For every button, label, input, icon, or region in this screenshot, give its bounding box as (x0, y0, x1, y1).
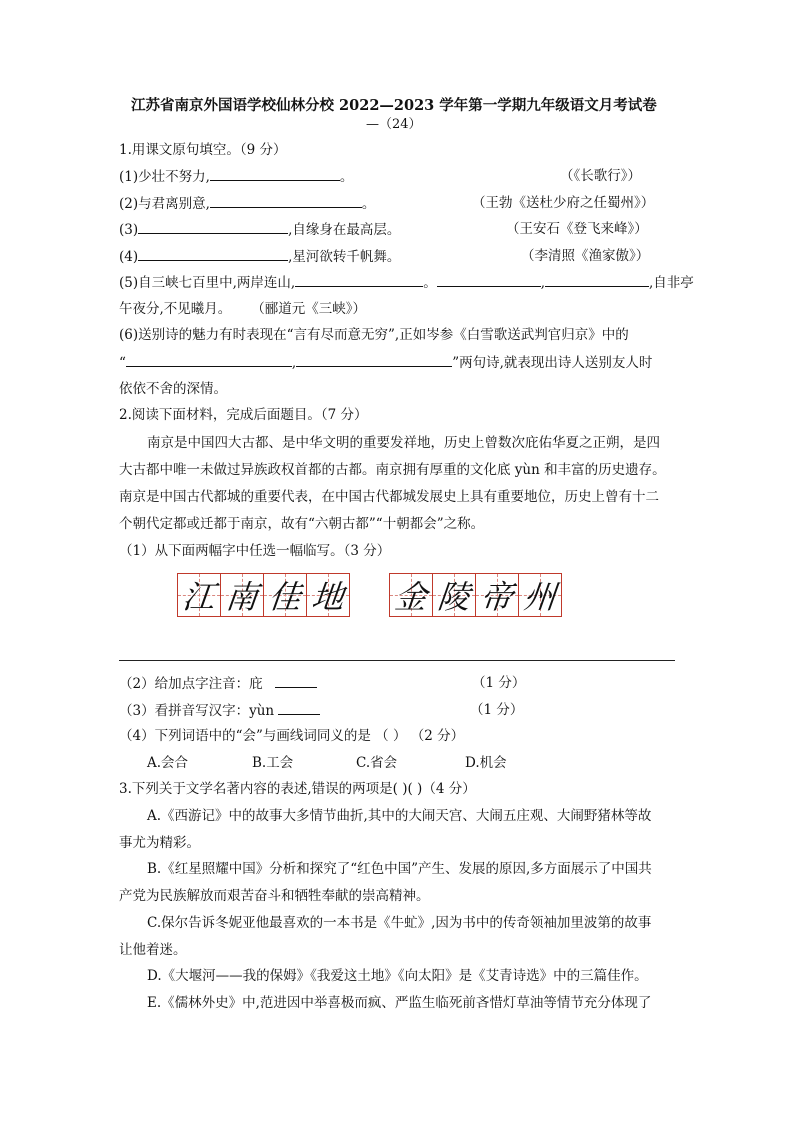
q2-sub2-score: （1 分） (472, 675, 526, 691)
q2-sub3-text: （3）看拼音写汉字：yùn (119, 703, 275, 719)
q1-item-4 (119, 246, 400, 267)
q3-line: A.《西游记》中的故事大多情节曲折,其中的大闹天宫、大闹五庄观、大闹野猪林等故 (147, 808, 652, 824)
answer-blank[interactable] (437, 272, 541, 287)
q2-paragraph-line: 南京是中国古代都城的重要代表，在中国古代都城发展史上具有重要地位，历史上曾有十二 (119, 489, 659, 505)
q1-item-1-pre: (1)少壮不努力, (119, 169, 210, 185)
calligraphy-char: 陵 (435, 578, 472, 616)
calligraphy-char: 南 (223, 578, 260, 616)
calligraphy-cell (432, 573, 476, 617)
answer-blank[interactable] (138, 219, 288, 234)
q1-item-1 (119, 166, 353, 187)
calligraphy-left (177, 573, 349, 617)
q1-item-6-line-3: 依依不舍的深情。 (119, 381, 227, 397)
quote-open: “ (119, 355, 126, 371)
q2-sub1: （1）从下面两幅字中任选一幅临写。（3 分） (119, 543, 391, 559)
calligraphy-cell (306, 573, 350, 617)
q1-item-5-post: ,自非亭 (649, 275, 694, 291)
q1-item-1-post: 。 (339, 169, 354, 185)
q3-line: 让他着迷。 (119, 942, 187, 958)
q1-item-4-pre: (4) (119, 249, 139, 265)
q1-item-2-source: （王勃《送杜少府之任蜀州》） (472, 195, 655, 211)
q2-option-c: C.省会 (356, 755, 398, 771)
answer-blank[interactable] (126, 352, 292, 367)
calligraphy-cell (263, 573, 307, 617)
answer-blank[interactable] (545, 272, 649, 287)
calligraphy-char: 州 (521, 578, 558, 616)
writing-line[interactable] (119, 660, 675, 661)
q1-item-6-post: ”两句诗,就表现出诗人送别友人时 (452, 355, 653, 371)
q1-item-5-mid1: 。 (423, 275, 437, 291)
q3-line: 事尤为精彩。 (119, 835, 200, 851)
calligraphy-cell (475, 573, 519, 617)
q2-sub3 (119, 700, 320, 721)
q1-heading: 1.用课文原句填空。（9 分） (119, 142, 287, 158)
page-number: —（24） (366, 117, 422, 132)
q2-heading: 2.阅读下面材料，完成后面题目。（7 分） (119, 407, 368, 423)
answer-blank[interactable] (296, 352, 452, 367)
calligraphy-cell (389, 573, 433, 617)
q3-line: D.《大堰河——我的保姆》《我爱这土地》《向太阳》是《艾青诗选》中的三篇佳作。 (147, 968, 648, 984)
quote-comma: , (291, 355, 297, 371)
q2-option-d: D.机会 (465, 755, 507, 771)
calligraphy-char: 金 (392, 578, 429, 616)
q1-item-4-source: （李清照《渔家傲》） (521, 248, 650, 264)
calligraphy-char: 地 (309, 578, 346, 616)
q1-item-2-pre: (2)与君离别意, (119, 196, 210, 212)
calligraphy-right (389, 573, 561, 617)
q2-sub2 (119, 673, 317, 694)
q1-item-5-line-2-text: 午夜分,不见曦月。 (119, 301, 232, 317)
q1-item-6-line-1: (6)送别诗的魅力有时表现在“言有尽而意无穷”,正如岑参《白雪歌送武判官归京》中的 (119, 327, 629, 343)
answer-blank[interactable] (210, 166, 340, 181)
q3-line: C.保尔告诉冬妮亚他最喜欢的一本书是《牛虻》,因为书中的传奇领袖加里波第的故事 (147, 915, 652, 931)
q2-sub2-text: （2）给加点字注音：庇 (119, 676, 263, 692)
q2-paragraph-line: 个朝代定都或迁都于南京，故有“六朝古都”“十朝都会”之称。 (119, 516, 485, 532)
q1-item-5-mid2: , (540, 275, 546, 291)
q2-option-a: A.会合 (147, 755, 189, 771)
q1-item-3-pre: (3) (119, 222, 139, 238)
q2-paragraph-line: 大古都中唯一未做过异族政权首都的古都。南京拥有厚重的文化底 yùn 和丰富的历史遗存。 (119, 462, 666, 478)
answer-blank[interactable] (138, 246, 288, 261)
calligraphy-cell (220, 573, 264, 617)
answer-blank[interactable] (275, 673, 317, 688)
q1-item-3-source: （王安石《登飞来峰》） (506, 221, 648, 237)
answer-blank[interactable] (278, 700, 320, 715)
q1-item-5-pre: (5)自三峡七百里中,两岸连山, (119, 275, 296, 291)
q1-item-3-post: ,自缘身在最高层。 (288, 222, 401, 238)
q3-line: E.《儒林外史》中,范进因中举喜极而疯、严监生临死前吝惜灯草油等情节充分体现了 (147, 995, 652, 1011)
q3-line: B.《红星照耀中国》分析和探究了“红色中国”产生、发展的原因,多方面展示了中国共 (147, 861, 652, 877)
q1-item-6-line-2 (119, 352, 652, 373)
q1-item-2 (119, 193, 375, 214)
q1-item-5-source: （郦道元《三峡》） (251, 301, 367, 317)
q2-paragraph-line: 南京是中国四大古都、是中华文明的重要发祥地，历史上曾数次庇佑华夏之正朔，是四 (147, 435, 660, 451)
q1-item-5-line-2 (119, 299, 366, 319)
calligraphy-char: 佳 (266, 578, 303, 616)
q1-item-5-line-1 (119, 272, 694, 293)
exam-title: 江苏省南京外国语学校仙林分校 2022—2023 学年第一学期九年级语文月考试卷 (131, 97, 657, 114)
q1-item-3 (119, 219, 400, 240)
q1-item-4-post: ,星河欲转千帆舞。 (288, 249, 401, 265)
q3-line: 产党为民族解放而艰苦奋斗和牺牲奉献的崇高精神。 (119, 888, 430, 904)
q2-option-b: B.工会 (252, 755, 294, 771)
q3-heading: 3.下列关于文学名著内容的表述,错误的两项是( )( )（4 分） (119, 781, 476, 797)
q1-item-1-source: （《长歌行》） (560, 168, 641, 184)
answer-blank[interactable] (210, 193, 362, 208)
q1-item-2-post: 。 (361, 196, 376, 212)
q2-sub3-score: （1 分） (470, 702, 524, 718)
calligraphy-cell (518, 573, 562, 617)
calligraphy-cell (177, 573, 221, 617)
answer-blank[interactable] (295, 272, 423, 287)
calligraphy-char: 帝 (478, 578, 515, 616)
q2-sub4: （4）下列词语中的“会”与画线词同义的是 （ ） （2 分） (119, 728, 465, 744)
calligraphy-char: 江 (180, 578, 217, 616)
